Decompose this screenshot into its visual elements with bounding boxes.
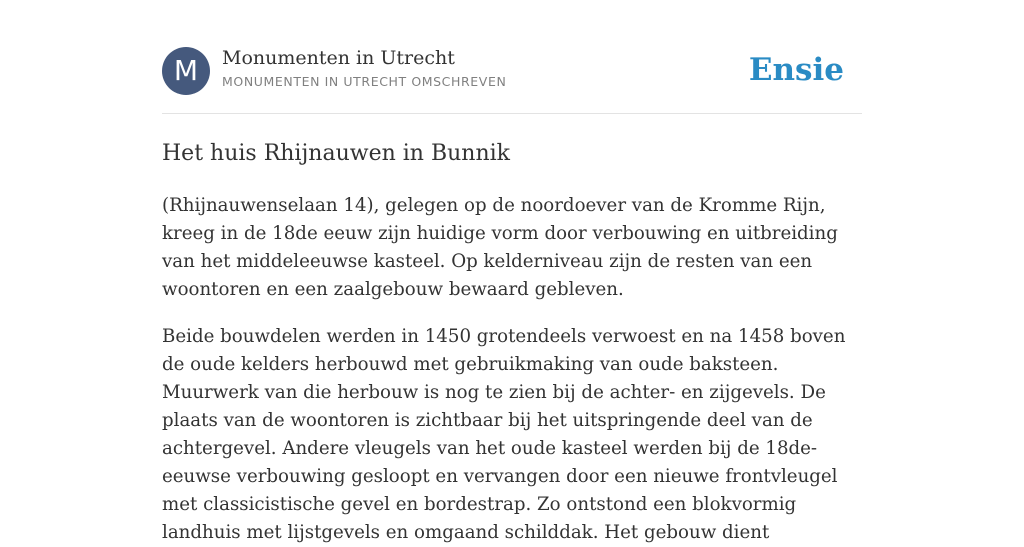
main-content: [162, 0, 862, 547]
site-subtitle: MONUMENTEN IN UTRECHT OMSCHREVEN: [222, 74, 507, 89]
article-paragraph-2: Beide bouwdelen werden in 1450 grotendeels verwoest en na 1458 boven de oude kelders herbouwd met gebruikmaking van oude baksteen. Muurwerk van die herbouw is nog te zien bij de achter- en zijgevels. De plaats van de woontoren is zichtbaar bij het uitspringende deel van de achtergevel. Andere vleugels van het oude kasteel werden bij de 18de-eeuwse verbouwing gesloopt en vervangen door een nieuwe frontvleugel met classicistische gevel en bordestrap. Zo ontstond een blokvormig landhuis met lijstgevels en omgaand schilddak. Het gebouw dient: [162, 326, 846, 543]
ensie-logo[interactable]: Ensie: [748, 52, 844, 88]
article-title: Het huis Rhijnauwen in Bunnik: [162, 141, 510, 166]
site-title[interactable]: Monumenten in Utrecht: [222, 47, 455, 69]
site-header: [162, 0, 862, 114]
article-paragraph-1: (Rhijnauwenselaan 14), gelegen op de noordoever van de Kromme Rijn, kreeg in de 18de eeuw zijn huidige vorm door verbouwing en uitbreiding van het middeleeuwse kasteel. Op kelderniveau zijn de resten van een woontoren en een zaalgebouw bewaard gebleven.: [162, 195, 838, 300]
avatar[interactable]: M: [162, 47, 210, 95]
